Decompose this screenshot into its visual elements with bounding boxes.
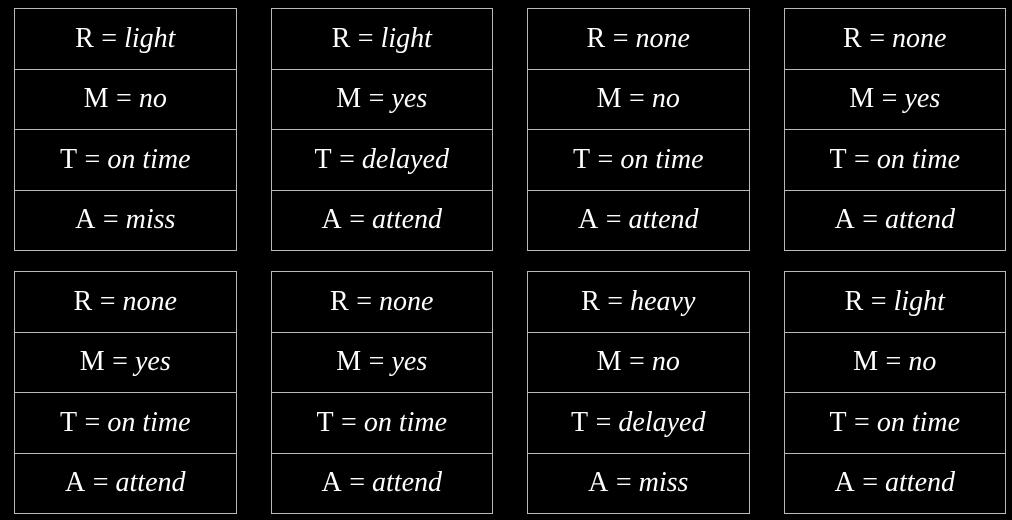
attribute-row (15, 333, 236, 394)
attribute-row (15, 191, 236, 251)
attribute-key: M (849, 83, 875, 115)
attribute-row (528, 333, 749, 394)
attribute-key: T (314, 143, 333, 175)
attribute-row (785, 454, 1006, 514)
attribute-key: T (571, 406, 589, 438)
equals-sign: = (116, 83, 132, 115)
attribute-row (528, 9, 749, 70)
attribute-key: T (59, 406, 78, 438)
attribute-key: M (596, 83, 623, 115)
instance-card (527, 8, 750, 251)
equals-sign: = (341, 406, 357, 438)
attribute-row (785, 393, 1006, 454)
attribute-key: T (829, 143, 848, 175)
equals-sign: = (629, 346, 645, 378)
attribute-row (528, 130, 749, 191)
equals-sign: = (862, 204, 879, 236)
attribute-row (528, 393, 749, 454)
equals-sign: = (597, 143, 614, 175)
attribute-key: R (75, 22, 95, 54)
equals-sign: = (870, 285, 887, 317)
attribute-row (528, 272, 749, 333)
equals-sign: = (84, 143, 101, 175)
attribute-row (15, 393, 236, 454)
attribute-key: R (330, 285, 350, 317)
attribute-value: heavy (630, 285, 696, 317)
attribute-key: T (572, 143, 591, 175)
instance-card (784, 8, 1007, 251)
attribute-value: on time (620, 143, 704, 175)
attribute-key: T (316, 406, 335, 438)
attribute-value: yes (391, 83, 428, 115)
attribute-value: delayed (618, 406, 706, 438)
attribute-value: attend (885, 467, 956, 499)
attribute-key: R (73, 285, 93, 317)
attribute-value: attend (628, 204, 699, 236)
attribute-row (785, 9, 1006, 70)
attribute-value: yes (134, 346, 171, 378)
equals-sign: = (92, 467, 109, 499)
equals-sign: = (595, 406, 612, 438)
instance-card (271, 8, 494, 251)
attribute-key: R (586, 22, 606, 54)
attribute-row (15, 9, 236, 70)
attribute-value: yes (904, 83, 941, 115)
instance-card (784, 271, 1007, 514)
attribute-row (785, 333, 1006, 394)
attribute-value: miss (125, 204, 176, 236)
equals-sign: = (629, 83, 645, 115)
attribute-value: on time (107, 143, 191, 175)
attribute-row (272, 454, 493, 514)
equals-sign: = (615, 467, 632, 499)
attribute-key: M (596, 346, 623, 378)
attribute-value: no (908, 346, 937, 378)
attribute-key: A (588, 467, 609, 499)
attribute-key: M (336, 346, 362, 378)
attribute-value: light (893, 285, 945, 317)
attribute-key: A (321, 467, 343, 499)
equals-sign: = (869, 22, 886, 54)
attribute-value: none (379, 285, 434, 317)
attribute-row (785, 191, 1006, 251)
equals-sign: = (368, 83, 385, 115)
attribute-key: T (59, 143, 78, 175)
equals-sign: = (862, 467, 879, 499)
attribute-value: miss (638, 467, 689, 499)
attribute-value: on time (107, 406, 191, 438)
equals-sign: = (99, 285, 116, 317)
instance-card (14, 271, 237, 514)
attribute-row (15, 454, 236, 514)
equals-sign: = (854, 406, 870, 438)
attribute-row (272, 393, 493, 454)
equals-sign: = (339, 143, 355, 175)
attribute-key: M (853, 346, 879, 378)
attribute-key: A (834, 467, 856, 499)
attribute-key: A (75, 204, 96, 236)
equals-sign: = (349, 467, 366, 499)
equals-sign: = (349, 204, 366, 236)
attribute-row (785, 130, 1006, 191)
attribute-key: M (336, 83, 362, 115)
equals-sign: = (881, 83, 898, 115)
attribute-row (15, 70, 236, 131)
attribute-row (15, 272, 236, 333)
attribute-row (15, 130, 236, 191)
attribute-row (272, 191, 493, 251)
equals-sign: = (102, 204, 119, 236)
attribute-value: no (651, 346, 680, 378)
attribute-value: none (122, 285, 177, 317)
attribute-value: on time (363, 406, 448, 438)
attribute-row (528, 454, 749, 514)
attribute-row (785, 70, 1006, 131)
attribute-row (272, 272, 493, 333)
attribute-key: A (577, 204, 599, 236)
instance-card (14, 8, 237, 251)
attribute-value: attend (885, 204, 956, 236)
equals-sign: = (356, 285, 373, 317)
instance-card (527, 271, 750, 514)
attribute-value: none (892, 22, 947, 54)
attribute-value: none (635, 22, 690, 54)
attribute-value: on time (876, 406, 961, 438)
attribute-row (785, 272, 1006, 333)
attribute-row (272, 130, 493, 191)
equals-sign: = (612, 22, 629, 54)
equals-sign: = (605, 204, 622, 236)
attribute-value: yes (391, 346, 428, 378)
equals-sign: = (357, 22, 374, 54)
equals-sign: = (101, 22, 118, 54)
attribute-row (528, 191, 749, 251)
instance-card (271, 271, 494, 514)
equals-sign: = (84, 406, 101, 438)
attribute-key: T (829, 406, 848, 438)
attribute-row (272, 9, 493, 70)
attribute-value: no (651, 83, 680, 115)
attribute-row (528, 70, 749, 131)
attribute-key: M (79, 346, 106, 378)
attribute-value: attend (372, 467, 443, 499)
attribute-key: A (64, 467, 86, 499)
equals-sign: = (368, 346, 385, 378)
attribute-key: A (321, 204, 343, 236)
attribute-key: R (331, 22, 351, 54)
attribute-value: light (380, 22, 432, 54)
attribute-value: light (124, 22, 176, 54)
equals-sign: = (112, 346, 128, 378)
equals-sign: = (885, 346, 902, 378)
attribute-key: R (581, 285, 601, 317)
attribute-row (272, 70, 493, 131)
attribute-row (272, 333, 493, 394)
equals-sign: = (854, 143, 870, 175)
attribute-value: no (138, 83, 167, 115)
attribute-value: attend (372, 204, 443, 236)
equals-sign: = (607, 285, 624, 317)
attribute-value: attend (115, 467, 186, 499)
attribute-key: M (83, 83, 110, 115)
attribute-value: on time (876, 143, 961, 175)
attribute-key: R (843, 22, 863, 54)
attribute-key: R (844, 285, 864, 317)
attribute-key: A (834, 204, 856, 236)
attribute-value: delayed (361, 143, 449, 175)
